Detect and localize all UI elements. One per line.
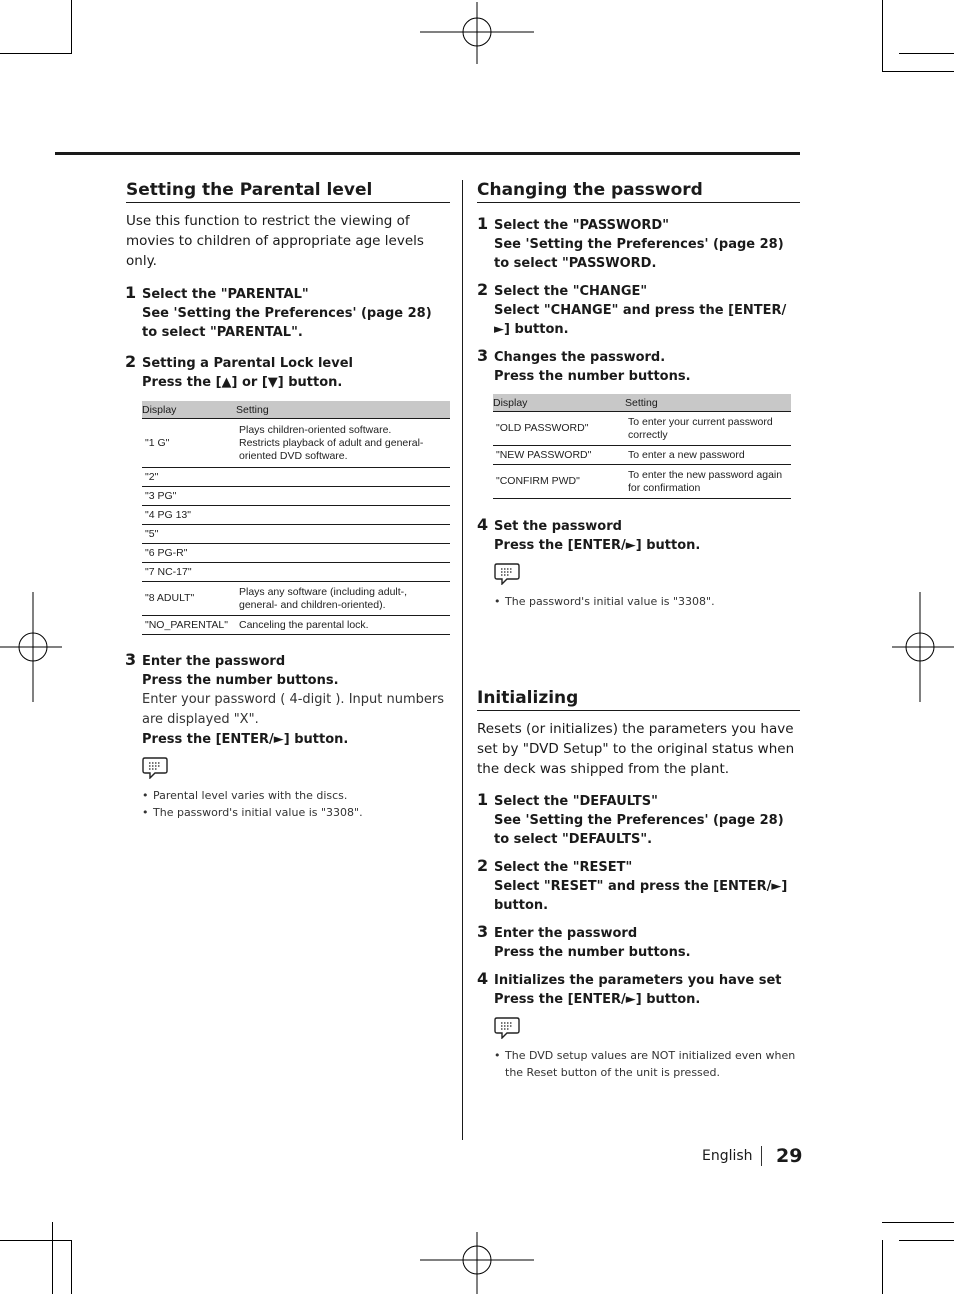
table-cell: [236, 563, 450, 582]
table-cell: "OLD PASSWORD": [493, 412, 625, 446]
step-title: Select the "PASSWORD": [494, 218, 669, 233]
step-title: Setting a Parental Lock level: [142, 356, 353, 371]
parental-notes: [142, 787, 450, 821]
password-step-4: [477, 517, 800, 610]
table-cell: "5": [142, 525, 236, 544]
crop-mark: [882, 71, 954, 72]
password-notes: [494, 593, 800, 610]
note-icon: [494, 1015, 520, 1039]
table-header-row: [493, 394, 791, 412]
step-number: 4: [477, 969, 489, 988]
step-title: Enter the password: [494, 926, 638, 941]
crop-mark: [71, 1240, 72, 1294]
table-cell: Plays children-oriented software. Restricts playback of adult and general-oriented DVD software.: [236, 419, 450, 468]
table-cell: To enter a new password: [625, 446, 791, 465]
table-cell: To enter your current password correctly: [625, 412, 791, 446]
registration-mark-bottom: [420, 1232, 534, 1294]
table-header-row: [142, 401, 450, 419]
table-cell: Plays any software (including adult-, general- and children-oriented).: [236, 582, 450, 616]
parental-step-2: [125, 354, 450, 392]
parental-step-3: [125, 652, 450, 821]
step-number: 1: [125, 283, 137, 302]
initializing-notes: [494, 1047, 800, 1081]
registration-mark-left: [0, 592, 62, 702]
parental-level-table: [142, 401, 450, 635]
table-cell: "NEW PASSWORD": [493, 446, 625, 465]
step-title: Initializes the parameters you have set: [494, 973, 782, 988]
step-instruction: Press the number buttons.: [494, 945, 691, 960]
registration-mark-top: [420, 2, 534, 66]
step-number: 1: [477, 790, 489, 809]
step-title: Select the "RESET": [494, 860, 633, 875]
step-number: 3: [477, 346, 489, 365]
table-cell: "1 G": [142, 419, 236, 468]
header-rule: [55, 152, 800, 155]
step-number: 4: [477, 515, 489, 534]
step-title: Set the password: [494, 519, 622, 534]
table-cell: "4 PG 13": [142, 506, 236, 525]
footer-language: English: [702, 1148, 753, 1164]
step-instruction: Select "CHANGE" and press the [ENTER/►] button.: [494, 303, 787, 337]
table-row: [142, 487, 450, 506]
column-divider: [462, 180, 463, 1140]
init-step-1: [477, 792, 800, 849]
table-cell: "CONFIRM PWD": [493, 465, 625, 499]
step-instruction: Press the number buttons.: [142, 673, 339, 688]
table-header-display: Display: [493, 394, 625, 412]
step-number: 3: [477, 922, 489, 941]
table-row: [493, 465, 791, 499]
step-instruction: See 'Setting the Preferences' (page 28) to select "PASSWORD.: [494, 237, 784, 271]
left-column: [126, 180, 450, 821]
step-title: Select the "CHANGE": [494, 284, 648, 299]
step-title: Changes the password.: [494, 350, 666, 365]
section-title-parental: Setting the Parental level: [126, 180, 450, 203]
table-row: [142, 582, 450, 616]
right-column: [477, 180, 800, 610]
table-cell: "3 PG": [142, 487, 236, 506]
step-number: 1: [477, 214, 489, 233]
crop-mark: [0, 53, 72, 54]
step-instruction: See 'Setting the Preferences' (page 28) to select "DEFAULTS".: [494, 813, 784, 847]
table-cell: "7 NC-17": [142, 563, 236, 582]
step-number: 3: [125, 650, 137, 669]
step-instruction: Press the [ENTER/►] button.: [494, 538, 701, 553]
password-table: [493, 394, 791, 499]
initializing-intro: Resets (or initializes) the parameters you have set by "DVD Setup" to the original status when the deck was shipped from the plant.: [477, 721, 795, 777]
step-title: Select the "DEFAULTS": [494, 794, 658, 809]
table-cell: [236, 544, 450, 563]
parental-intro: Use this function to restrict the viewing of movies to children of appropriate age levels only.: [126, 213, 424, 269]
table-cell: Canceling the parental lock.: [236, 616, 450, 635]
step-instruction: Press the number buttons.: [494, 369, 691, 384]
table-row: [142, 419, 450, 468]
step-detail: Enter your password ( 4-digit ). Input numbers are displayed "X".: [142, 692, 445, 727]
crop-mark: [899, 1240, 954, 1241]
crop-mark: [882, 1222, 954, 1223]
table-row: [142, 563, 450, 582]
table-row: [142, 616, 450, 635]
crop-mark: [899, 53, 954, 54]
table-cell: [236, 525, 450, 544]
step-title: Enter the password: [142, 654, 286, 669]
password-step-2: [477, 282, 800, 339]
table-cell: [236, 506, 450, 525]
table-cell: To enter the new password again for confirmation: [625, 465, 791, 499]
page-number: 29: [776, 1145, 803, 1167]
table-cell: "6 PG-R": [142, 544, 236, 563]
crop-mark: [52, 1222, 53, 1294]
table-row: [142, 506, 450, 525]
password-step-3: [477, 348, 800, 386]
table-header-display: Display: [142, 401, 236, 419]
section-title-password: Changing the password: [477, 180, 800, 203]
table-row: [142, 525, 450, 544]
table-row: [493, 446, 791, 465]
table-cell: "8 ADULT": [142, 582, 236, 616]
table-header-setting: Setting: [236, 401, 450, 419]
init-step-3: [477, 924, 800, 962]
init-step-4: [477, 971, 800, 1081]
section-title-initializing: Initializing: [477, 688, 800, 711]
step-number: 2: [477, 280, 489, 299]
crop-mark: [882, 1240, 883, 1294]
registration-mark-right: [892, 592, 954, 702]
password-step-1: [477, 216, 800, 273]
table-cell: "NO_PARENTAL": [142, 616, 236, 635]
table-row: [493, 412, 791, 446]
note-item: • The password's initial value is "3308".: [494, 593, 800, 610]
footer-divider: [761, 1146, 762, 1166]
step-number: 2: [477, 856, 489, 875]
table-cell: "2": [142, 468, 236, 487]
crop-mark: [0, 1240, 72, 1241]
step-instruction: Press the [ENTER/►] button.: [494, 992, 701, 1007]
table-cell: [236, 468, 450, 487]
table-cell: [236, 487, 450, 506]
table-row: [142, 544, 450, 563]
table-header-setting: Setting: [625, 394, 791, 412]
parental-step-1: [125, 285, 450, 342]
note-icon: [494, 561, 520, 585]
note-item: • Parental level varies with the discs.: [142, 787, 450, 804]
initializing-section: [477, 688, 800, 1081]
table-row: [142, 468, 450, 487]
step-number: 2: [125, 352, 137, 371]
note-item: • The password's initial value is "3308".: [142, 804, 450, 821]
step-instruction: Select "RESET" and press the [ENTER/►] button.: [494, 879, 788, 913]
init-step-2: [477, 858, 800, 915]
crop-mark: [882, 0, 883, 72]
step-instruction: See 'Setting the Preferences' (page 28) to select "PARENTAL".: [142, 306, 432, 340]
step-instruction-2: Press the [ENTER/►] button.: [142, 732, 349, 747]
step-title: Select the "PARENTAL": [142, 287, 309, 302]
step-instruction: Press the [▲] or [▼] button.: [142, 375, 343, 390]
crop-mark: [71, 0, 72, 54]
note-item: • The DVD setup values are NOT initialized even when the Reset button of the unit is pressed.: [494, 1047, 800, 1081]
note-icon: [142, 755, 168, 779]
